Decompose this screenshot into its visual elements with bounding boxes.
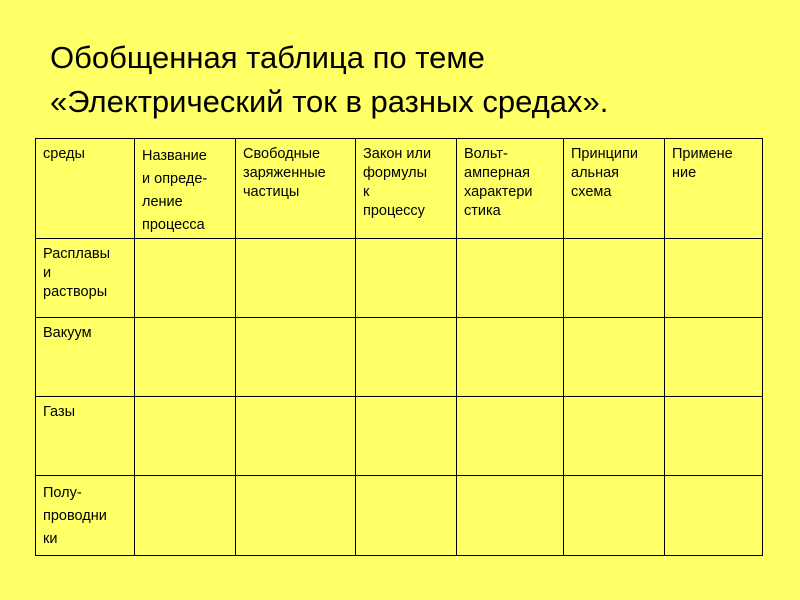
header-cell-law: Закон или формулы к процессу bbox=[356, 139, 457, 239]
row-label-semiconductors: Полу- проводни ки bbox=[36, 476, 135, 556]
table-cell bbox=[356, 318, 457, 397]
table-row bbox=[36, 476, 763, 556]
header-cell-process: Название и опреде- ление процесса bbox=[135, 139, 236, 239]
table-cell bbox=[236, 318, 356, 397]
row-label-melts: Расплавы и растворы bbox=[36, 239, 135, 318]
table-cell bbox=[665, 239, 763, 318]
header-cell-scheme: Принципи альная схема bbox=[564, 139, 665, 239]
table-cell bbox=[564, 476, 665, 556]
table-row bbox=[36, 318, 763, 397]
header-cell-application: Примене ние bbox=[665, 139, 763, 239]
table-cell bbox=[135, 239, 236, 318]
table-row bbox=[36, 397, 763, 476]
table-cell bbox=[135, 318, 236, 397]
table-cell bbox=[356, 239, 457, 318]
table-cell bbox=[457, 318, 564, 397]
table-cell bbox=[457, 239, 564, 318]
table-cell bbox=[135, 397, 236, 476]
table-cell bbox=[665, 397, 763, 476]
row-label-gases: Газы bbox=[36, 397, 135, 476]
table-cell bbox=[665, 318, 763, 397]
table-cell bbox=[135, 476, 236, 556]
table-cell bbox=[457, 476, 564, 556]
title-line-1: Обобщенная таблица по теме bbox=[50, 40, 485, 75]
slide-title bbox=[50, 36, 770, 124]
table-cell bbox=[564, 239, 665, 318]
table-header-row bbox=[36, 139, 763, 239]
table-cell bbox=[564, 397, 665, 476]
header-cell-charges: Свободные заряженные частицы bbox=[236, 139, 356, 239]
header-cell-media: среды bbox=[36, 139, 135, 239]
table-cell bbox=[236, 397, 356, 476]
title-line-2: «Электрический ток в разных средах». bbox=[50, 84, 609, 119]
table-cell bbox=[457, 397, 564, 476]
table-cell bbox=[236, 476, 356, 556]
table-cell bbox=[665, 476, 763, 556]
table-cell bbox=[356, 476, 457, 556]
summary-table bbox=[35, 138, 763, 556]
table-cell bbox=[564, 318, 665, 397]
table-cell bbox=[236, 239, 356, 318]
row-label-vacuum: Вакуум bbox=[36, 318, 135, 397]
table-row bbox=[36, 239, 763, 318]
header-cell-vac: Вольт- амперная характери стика bbox=[457, 139, 564, 239]
table-cell bbox=[356, 397, 457, 476]
